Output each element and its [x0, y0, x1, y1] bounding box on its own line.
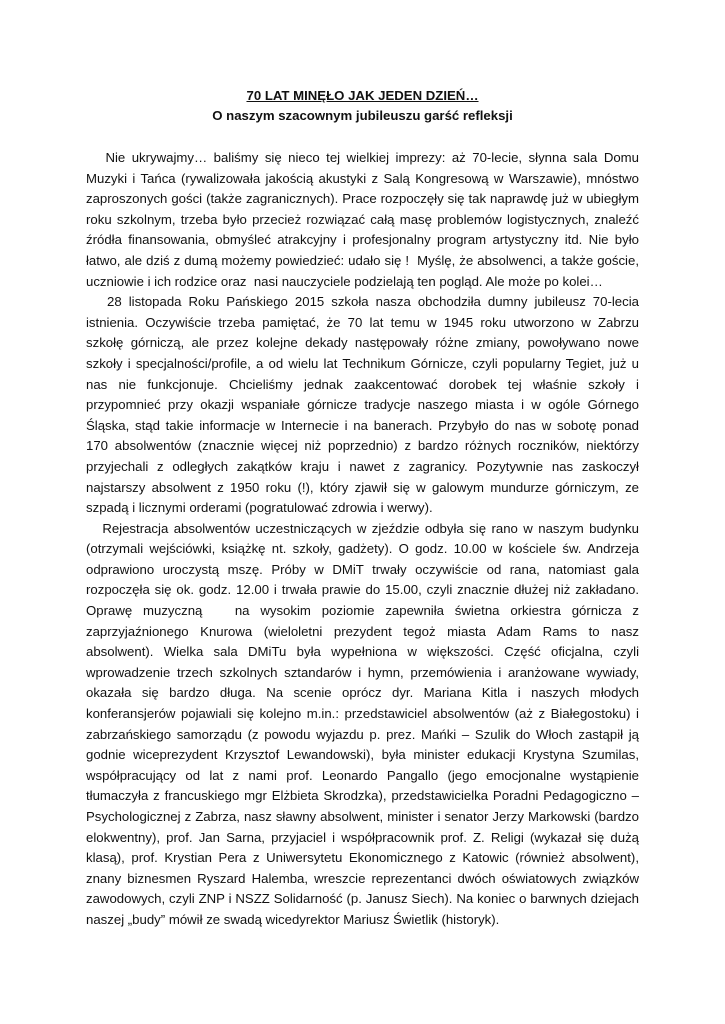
paragraph-line: klasą), prof. Krystian Pera z Uniwersytetu Ekonomicznego z Katowic (również absolwent),	[86, 850, 639, 866]
paragraph-line: nas nie funkcjonuje. Chcieliśmy jednak zaakcentować dorobek tej właśnie szkoły i	[86, 376, 639, 392]
paragraph-line: odprawiono uroczystą mszę. Próby w DMiT trwały oczywiście od rana, natomiast gala	[86, 561, 639, 577]
paragraph-line: Nie ukrywajmy… baliśmy się nieco tej wielkiej imprezy: aż 70-lecie, słynna sala Domu	[86, 150, 639, 165]
paragraph-line: znany biznesmen Ryszard Halemba, wreszcie reprezentanci dwóch oświatowych związków	[86, 870, 639, 886]
paragraph-line: Rejestracja absolwentów uczestniczących w zjeździe odbyła się rano w naszym budynku	[86, 520, 639, 536]
paragraph-line: przypomnieć przy okazji wspaniałe górnicze tradycje naszego miasta i w ogóle Górnego	[86, 397, 639, 413]
paragraph-line: Śląska, stąd takie informacje w Internecie i na banerach. Przybyło do nas w sobotę ponad	[86, 417, 639, 433]
paragraph-line: 28 listopada Roku Pańskiego 2015 szkoła nasza obchodziła dumny jubileusz 70-lecia	[86, 294, 639, 310]
paragraph-line: absolwent). Wielka sala DMiTu była wypełniona w większości. Część oficjalna, czyli	[86, 644, 639, 660]
paragraph-line: współpracujący od lat z nami prof. Leonardo Pangallo (jego emocjonalne wystąpienie	[86, 767, 639, 783]
paragraph	[86, 292, 639, 519]
paragraph-line: najstarszy absolwent z 1950 roku (!), który zjawił się w galowym mundurze górniczym, ze	[86, 479, 639, 495]
paragraph-line: zaprzyjaźnionego Knurowa (wieloletni prezydent tegoż miasta Adam Rams to nasz	[86, 623, 639, 639]
paragraph-line: okazała się bardzo długa. Na scenie oprócz dyr. Mariana Kitla i naszych młodych	[86, 685, 639, 701]
paragraph-line: 170 absolwentów (znacznie więcej niż poprzednio) z bardzo różnych roczników, niektórzy	[86, 438, 639, 454]
paragraph-line: zawodowych, czyli ZNP i NSZZ Solidarność (p. Janusz Siech). Na koniec o barwnych dziejach	[86, 891, 639, 907]
paragraph-line: łatwo, ale dziś z dumą możemy powiedzieć: udało się ! Myślę, że absolwenci, a także goście,	[86, 252, 639, 268]
paragraph-line: elokwentny), prof. Jan Sarna, przyjaciel i współpracownik prof. Z. Religi (wykazał się dużą	[86, 829, 639, 845]
paragraph-line: źródła finansowania, obmyśleć atrakcyjny i profesjonalny program artystyczny itd. Nie było	[86, 232, 639, 248]
paragraph-line: szpadą i licznymi orderami (pogratulować zdrowia i werwy).	[86, 500, 433, 516]
paragraph-line: zaproszonych gości (także zagranicznych). Prace rozpoczęły się tak naprawdę już w ubiegłym	[86, 191, 639, 207]
paragraph-line: uczniowie i ich rodzice oraz nasi nauczyciele podzielają ten pogląd. Ale może po kolei…	[86, 273, 603, 289]
paragraph-line: wprowadzenie trzech szkolnych sztandarów i hymn, przemówienia i aranżowane wywiady,	[86, 664, 639, 680]
paragraph-line: szkoły i specjalności/profile, a od wielu lat Technikum Górnicze, czyli popularny Tegiet, już u	[86, 355, 639, 371]
paragraph	[86, 519, 639, 931]
paragraph	[86, 148, 639, 292]
paragraph-line: godnie wiceprezydent Krzysztof Lewandowski), była minister edukacji Krystyna Szumilas,	[86, 747, 639, 763]
article-body	[86, 148, 639, 931]
paragraph-line: istnienia. Oczywiście trzeba pamiętać, że 70 lat temu w 1945 roku utworzono w Zabrzu	[86, 314, 639, 330]
paragraph-line: przyjechali z odległych zakątków kraju i nawet z zagranicy. Pozytywnie nas zaskoczył	[86, 458, 639, 474]
paragraph-line: konferansjerów pojawiali się kolejno m.in.: przedstawiciel absolwentów (aż z Białegostoku) i	[86, 706, 639, 722]
paragraph-line: naszej „budy” mówił ze swadą wicedyrektor Mariusz Świetlik (historyk).	[86, 911, 500, 927]
paragraph-line: Oprawę muzyczną na wysokim poziomie zapewniła świetna orkiestra górnicza z	[86, 603, 639, 619]
article-header	[86, 86, 639, 126]
article-title: 70 LAT MINĘŁO JAK JEDEN DZIEŃ…	[246, 88, 479, 103]
paragraph-line: roku szkolnym, trzeba było przecież rozwiązać całą masę problemów logistycznych, znaleźć	[86, 211, 639, 227]
paragraph-line: tłumaczyła z francuskiego mgr Elżbieta Skrodzka), przedstawicielka Poradni Pedagogiczno –	[86, 788, 639, 804]
paragraph-line: (otrzymali wejściówki, książkę nt. szkoły, gadżety). O godz. 10.00 w kościele św. Andrzeja	[86, 541, 639, 557]
paragraph-line: zabrzańskiego samorządu (z powodu wyjazdu p. prez. Mańki – Szulik do Włoch zastąpił ją	[86, 726, 639, 742]
paragraph-line: szkołę górniczą, ale przez kolejne dekady następowały różne zmiany, powoływano nowe	[86, 335, 639, 351]
article-subtitle: O naszym szacownym jubileuszu garść refleksji	[212, 108, 513, 123]
paragraph-line: Psychologicznej z Zabrza, nasz sławny absolwent, minister i senator Jerzy Markowski (bardzo	[86, 809, 639, 824]
paragraph-line: Muzyki i Tańca (rywalizowała jakością akustyki z Salą Kongresową w Warszawie), mnóstwo	[86, 170, 639, 186]
paragraph-line: rozpoczęła się ok. godz. 12.00 i trwała prawie do 15.00, czyli znacznie dłużej niż zakładano.	[86, 582, 639, 598]
